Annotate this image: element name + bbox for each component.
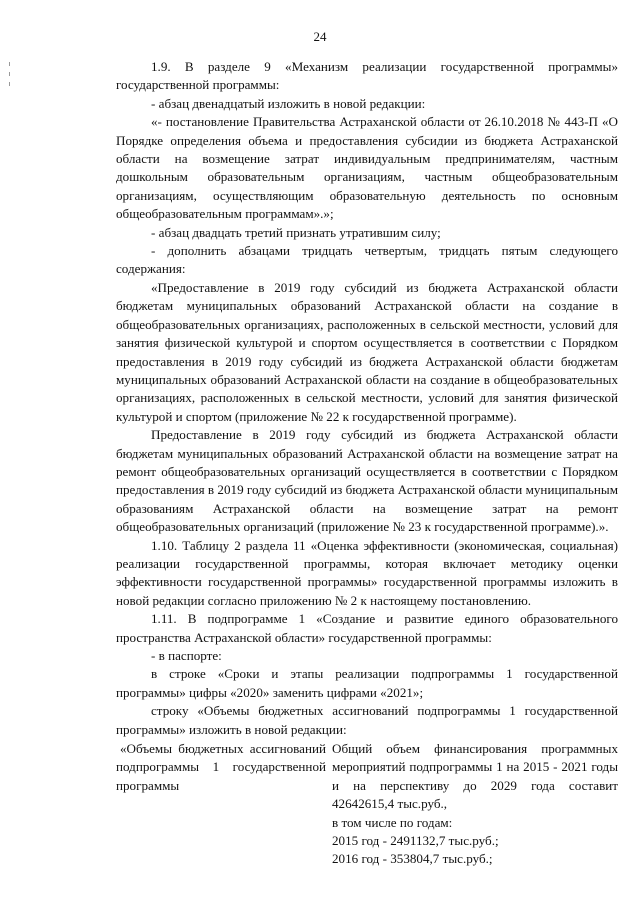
paragraph: - абзац двадцать третий признать утратившим силу; <box>151 224 441 240</box>
document-body <box>116 58 618 869</box>
page-number: 24 <box>313 29 327 44</box>
paragraph: строку «Объемы бюджетных ассигнований подпрограммы 1 государственной программы» изложить в новой редакции: <box>116 703 618 737</box>
financing-total: Общий объем финансирования программных мероприятий подпрограммы 1 на 2015 - 2021 годы и на перспективу до 2029 года составит 42642615,4 тыс.руб., <box>332 741 618 812</box>
financing-table <box>116 740 618 869</box>
paragraph: «- постановление Правительства Астраханской области от 26.10.2018 № 443-П «О Порядке определения объема и предоставления субсидии из бюджета Астраханской области на возмещение затрат индивидуальным предпринимателям, частным дошкольным образовательным организациям, частным общеобразовательным организациям, осуществляющим образовательную деятельность по основным общеобразовательным программам».»; <box>116 114 618 222</box>
paragraph: 1.11. В подпрограмме 1 «Создание и развитие единого образовательного пространства Астраханской области» государственной программы: <box>116 611 618 645</box>
paragraph: - в паспорте: <box>151 648 222 663</box>
paragraph: Предоставление в 2019 году субсидий из бюджета Астраханской области бюджетам муниципальных образований Астраханской области на возмещение затрат на ремонт общеобразовательных организаций осуществляется в соответствии с Порядком предоставления в 2019 году субсидий из бюджета Астраханской области муниципальным образованиям Астраханской области на возмещение затрат на ремонт общеобразовательных организаций (приложение № 23 к государственной программе).». <box>116 427 618 535</box>
paragraph: 1.10. Таблицу 2 раздела 11 «Оценка эффективности (экономическая, социальная) реализации государственной программы, которая включает методику оценки эффективности государственной программы» государственной программы изложить в новой редакции согласно приложению № 2 к настоящему постановлению. <box>116 537 618 608</box>
margin-marks <box>9 62 11 92</box>
paragraph: в строке «Сроки и этапы реализации подпрограммы 1 государственной программы» цифры «2020» заменить цифрами «2021»; <box>116 666 618 700</box>
financing-table-label: «Объемы бюджетных ассигнований подпрограммы 1 государственной программы <box>116 741 326 793</box>
financing-year-2016: 2016 год - 353804,7 тыс.руб.; <box>332 851 493 867</box>
paragraph: - абзац двенадцатый изложить в новой редакции: <box>151 95 426 111</box>
paragraph: 1.9. В разделе 9 «Механизм реализации государственной программы» государственной программы: <box>116 59 618 93</box>
paragraph: «Предоставление в 2019 году субсидий из бюджета Астраханской области бюджетам муниципальных образований Астраханской области на создание в общеобразовательных организациях, расположенных в сельской местности, условий для занятия физической культурой и спортом осуществляется в соответствии с Порядком предоставления в 2019 году субсидий из бюджета Астраханской области бюджетам муниципальных образований Астраханской области на создание в общеобразовательных организациях, расположенных в сельской местности, условий для занятия физической культурой и спортом (приложение № 22 к государственной программе). <box>116 279 618 424</box>
financing-year-2015: 2015 год - 2491132,7 тыс.руб.; <box>332 833 499 849</box>
paragraph: - дополнить абзацами тридцать четвертым, тридцать пятым следующего содержания: <box>116 243 618 277</box>
financing-table-label-cell <box>116 740 332 869</box>
financing-by-year-heading: в том числе по годам: <box>332 814 453 830</box>
financing-table-value-cell <box>332 740 618 869</box>
